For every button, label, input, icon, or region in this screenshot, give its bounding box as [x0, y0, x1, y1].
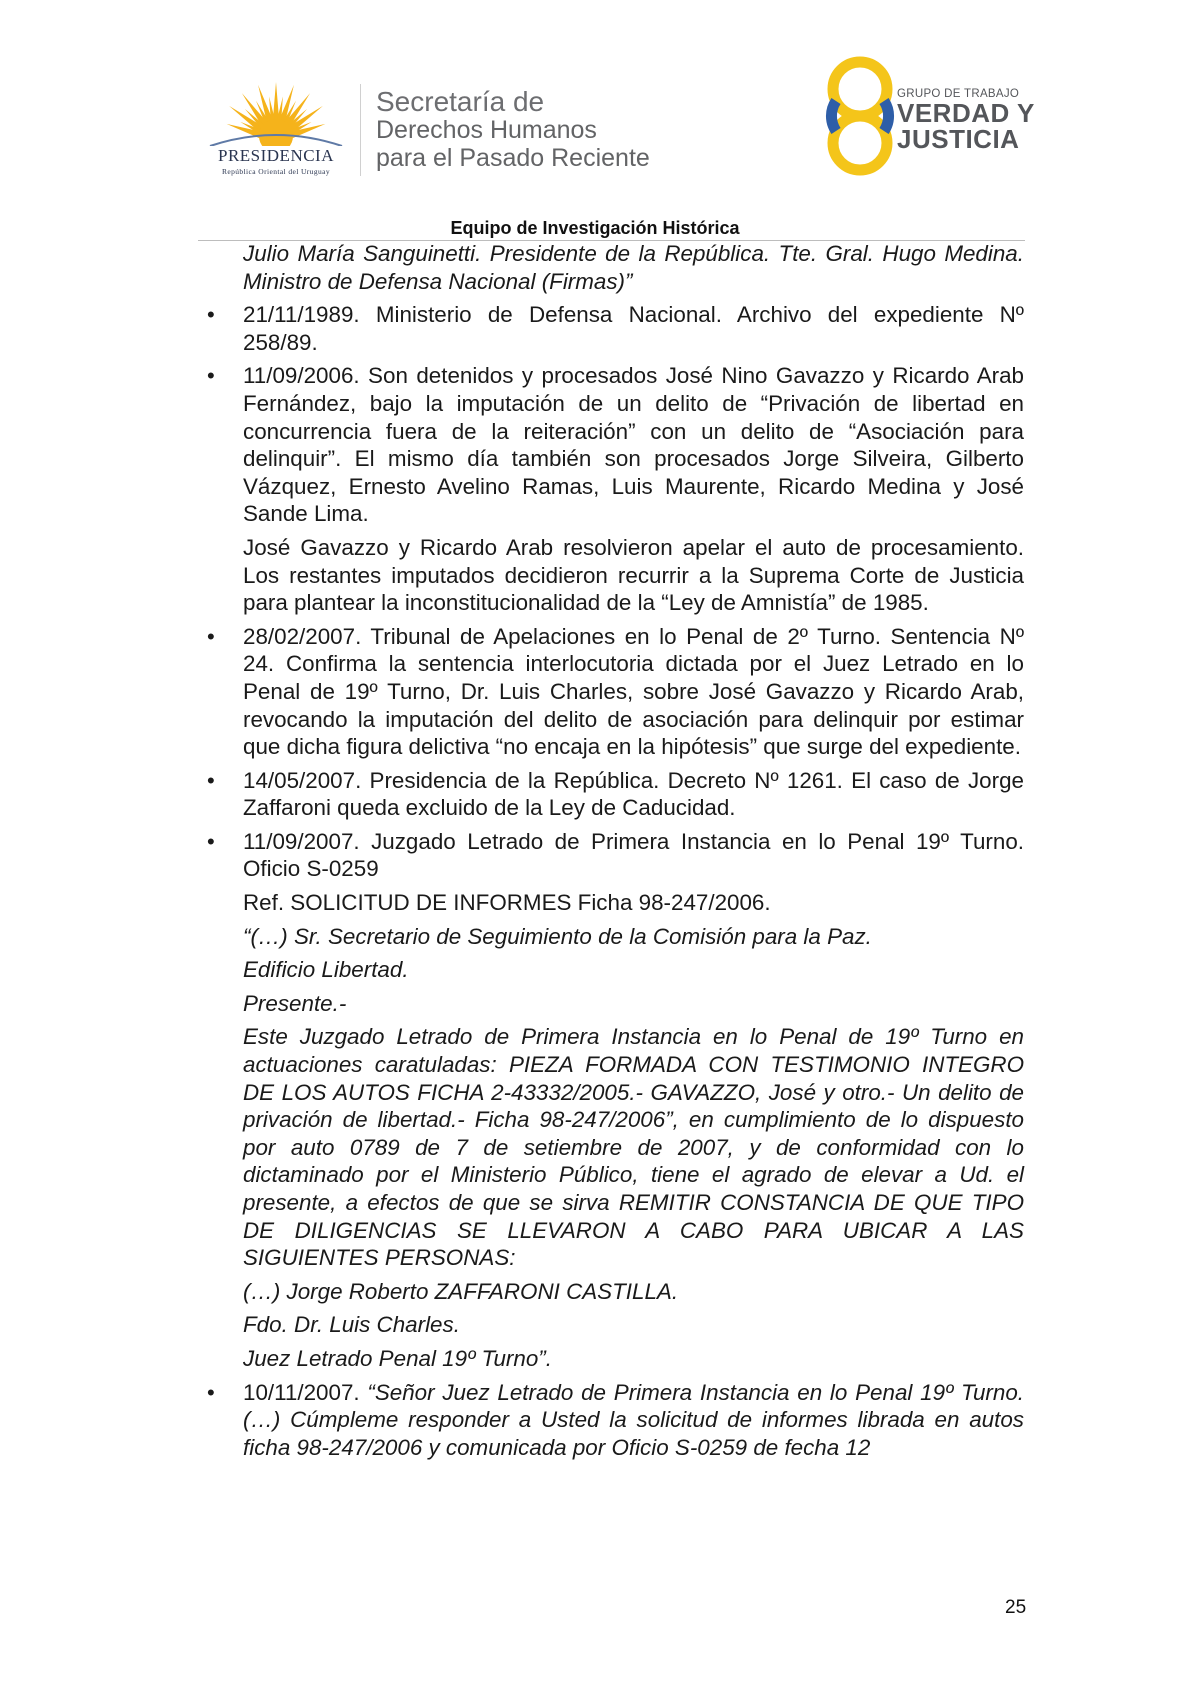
quote-body: Este Juzgado Letrado de Primera Instancia en lo Penal de 19º Turno en actuaciones caratuladas: PIEZA FORMADA CON TESTIMONIO INTEGRO DE LOS AUTOS FICHA 2-43332/2005.- GAVAZZO, José y otro.- Un delito de privación de libertad.- Ficha 98-247/2006”, en cumplimiento de lo dispuesto por auto 0789 de 7 de setiembre de 2007, y de conformidad con lo dictaminado por el Ministerio Público, tiene el agrado de elevar a Ud. el presente, a efectos de que se sirva REMITIR CONSTANCIA DE QUE TIPO DE DILIGENCIAS SE LLEVARON A CABO PARA UBICAR A LAS SIGUIENTES PERSONAS:: [243, 1024, 1024, 1271]
list-item: [207, 767, 1024, 822]
grupo-line-2: VERDAD Y: [897, 98, 1035, 128]
grupo-line-1: GRUPO DE TRABAJO: [897, 88, 1020, 100]
document-body: [207, 240, 1025, 1467]
list-item: [207, 1379, 1025, 1462]
reference-line: Ref. SOLICITUD DE INFORMES Ficha 98-247/2006.: [243, 890, 771, 916]
quote-line: Juez Letrado Penal 19º Turno”.: [243, 1345, 552, 1371]
bullet-glyph: •: [207, 1379, 215, 1405]
list-item: [207, 623, 1024, 761]
item-text: 11/09/2006. Son detenidos y procesados José Nino Gavazzo y Ricardo Arab Fernández, bajo la imputación de un delito de “Privación de libertad en concurrencia fuera de la reiteración” con un delito de “Asociación para delinquir”. El mismo día también son procesados Jorge Silveira, Gilberto Vázquez, Ernesto Avelino Ramas, Luis Maurente, Ricardo Medina y José Sande Lima.: [243, 363, 1024, 527]
item-date: 10/11/2007.: [243, 1379, 368, 1405]
header-divider: [360, 84, 361, 176]
quote-line: (…) Jorge Roberto ZAFFARONI CASTILLA.: [243, 1278, 679, 1304]
quote-line: Fdo. Dr. Luis Charles.: [243, 1312, 460, 1338]
bullet-glyph: •: [207, 828, 215, 854]
item-text: 28/02/2007. Tribunal de Apelaciones en lo Penal de 2º Turno. Sentencia Nº 24. Confirma la sentencia interlocutoria dictada por el Juez Letrado en lo Penal de 19º Turno, Dr. Luis Charles, sobre José Gavazzo y Ricardo Arab, revocando la imputación del delito de asociación para delinquir por estimar que dicha figura delictiva “no encaja en la hipótesis” que surge del expediente.: [243, 623, 1024, 760]
item-quote: “Señor Juez Letrado de Primera Instancia en lo Penal 19º Turno. (…) Cúmpleme responder a Usted la solicitud de informes librada en autos ficha 98-247/2006 y comunicada por Oficio S-0259 de fecha 12: [243, 1379, 1025, 1460]
bullet-glyph: •: [207, 302, 215, 328]
grupo-trabajo-text: [897, 88, 1035, 152]
quote-line: “(…) Sr. Secretario de Seguimiento de la Comisión para la Paz.: [243, 923, 872, 949]
secretaria-line-2: Derechos Humanos: [376, 116, 597, 144]
quote-line: Edificio Libertad.: [243, 957, 409, 983]
secretaria-title: [376, 88, 650, 172]
item-extra-paragraph: José Gavazzo y Ricardo Arab resolvieron apelar el auto de procesamiento. Los restantes imputados decidieron recurrir a la Suprema Corte de Justicia para plantear la inconstitucionalidad de la “Ley de Amnistía” de 1985.: [243, 534, 1024, 616]
intro-paragraph: Julio María Sanguinetti. Presidente de la República. Tte. Gral. Hugo Medina. Ministro de Defensa Nacional (Firmas)”: [243, 241, 1024, 294]
item-text: 11/09/2007. Juzgado Letrado de Primera Instancia en lo Penal 19º Turno. Oficio S-0259: [243, 828, 1024, 882]
page-header: [0, 0, 1190, 240]
list-item: [207, 828, 1024, 1373]
presidencia-text: [196, 146, 356, 176]
team-heading: Equipo de Investigación Histórica: [450, 218, 740, 238]
presidencia-name: PRESIDENCIA: [217, 146, 334, 165]
list-item: [207, 301, 1024, 356]
item-text: 14/05/2007. Presidencia de la República. Decreto Nº 1261. El caso de Jorge Zaffaroni queda excluido de la Ley de Caducidad.: [243, 767, 1024, 821]
presidencia-subtitle: República Oriental del Uruguay: [221, 167, 330, 176]
bullet-glyph: •: [207, 623, 215, 649]
secretaria-line-3: para el Pasado Reciente: [376, 144, 650, 172]
item-text: 21/11/1989. Ministerio de Defensa Nacional. Archivo del expediente Nº 258/89.: [243, 302, 1024, 355]
grupo-trabajo-logo: [818, 55, 898, 179]
quote-line: Presente.-: [243, 990, 347, 1016]
list-item: [207, 362, 1024, 616]
bullet-glyph: •: [207, 363, 215, 389]
grupo-line-3: JUSTICIA: [897, 124, 1020, 154]
page-number: 25: [1005, 1597, 1027, 1618]
item-text: [243, 1379, 1024, 1462]
bullet-glyph: •: [207, 767, 215, 793]
secretaria-line-1: Secretaría de: [376, 86, 545, 117]
